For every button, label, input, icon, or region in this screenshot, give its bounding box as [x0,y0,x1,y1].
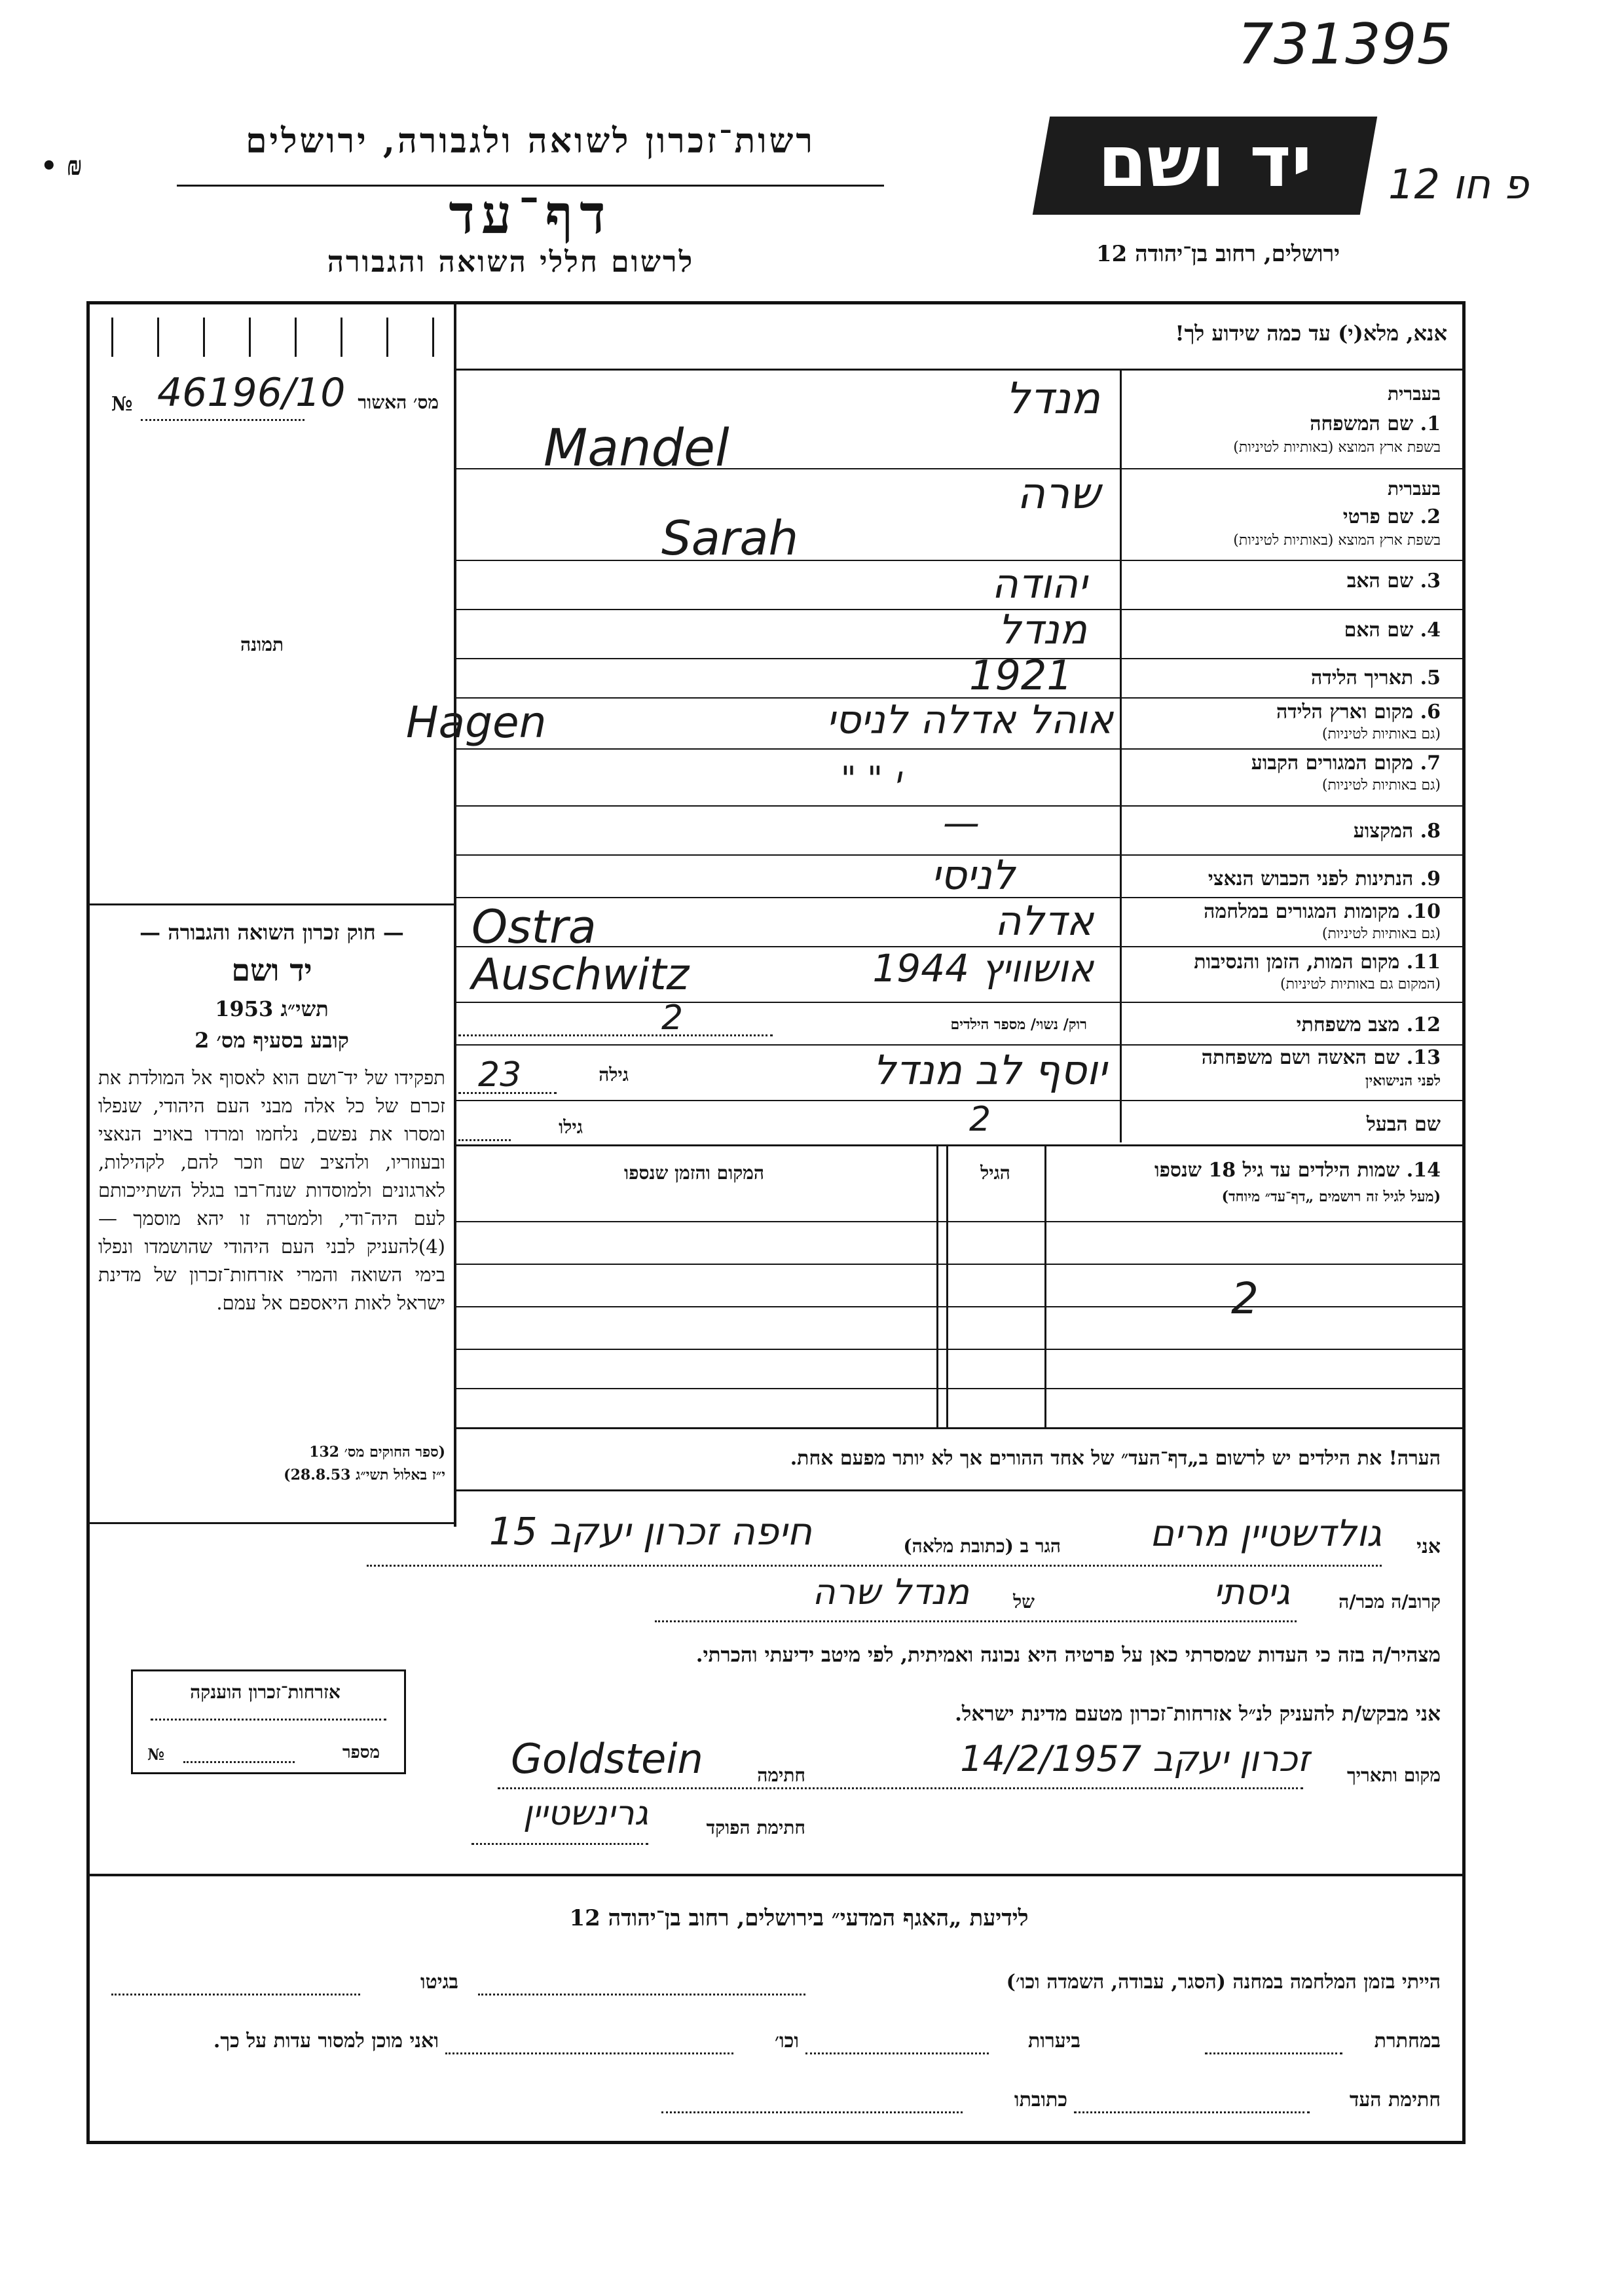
field-13-age-label: גילה [599,1064,629,1085]
law-title: — חוק זכרון השואה והגבורה — [139,920,404,945]
field-5-label: תאריך הלידה [1311,666,1414,689]
page-note: פ חו 12 [1388,160,1529,208]
memorial-label: אזרחות־זכרון הוענקה [190,1681,341,1703]
field-11-hand-lat: Auschwitz [471,949,690,1000]
field-1-tag: בעברית [1387,383,1441,405]
field-12-extra: רוק/ נשוי/ מספר הילדים [950,1016,1087,1033]
field-11-num: 11. [1406,951,1441,974]
field-12-label: מצב משפחתי [1296,1013,1400,1036]
field-3-label: שם האב [1346,570,1414,592]
decl-i-label: אני [1416,1535,1441,1558]
decl-hand-of: מנדל שרה [812,1571,969,1613]
bottom-line2-d: ואני מוכן למסור עדות על כך. [213,2030,439,2052]
approval-value: 46196/10 [157,370,346,416]
bottom-sig-label: חתימת העד [1349,2088,1441,2111]
field-13-hand-he: יוסף לב מנדל [872,1046,1107,1094]
coding-boxes [111,311,439,363]
field-11-hand-he: אושוויץ 1944 [872,946,1094,991]
note: הערה! את הילדים יש לרשום ב„דף־העד״ של אחד ההורים אך לא יותר מפעם אחת. [790,1447,1441,1470]
bottom-line2-a: במחתרת [1374,2030,1441,2052]
field-6-hand-lat: Hagen [406,697,547,748]
field-2-num: 2. [1420,505,1441,528]
decl-request: אני מבקש/ת להעניק לנ״ל אזרחות־זכרון מטעם מדינת ישראל. [955,1702,1441,1726]
law-section: קובע בסעיף מס׳ 2 [194,1028,349,1053]
children-sub: (מעל לגיל זה רושמים „דף־עד״ מיוחד) [1221,1188,1441,1205]
children-num: 14. [1406,1159,1441,1182]
field-1-num: 1. [1420,412,1441,435]
instruction: אנא, מלא(י) עד כמה שידוע לך! [1175,321,1447,346]
field-1-hand-he: מנדל [1005,373,1100,424]
decl-hand-name: גולדשטיין מרים [1149,1512,1382,1555]
bottom-line2-c: וכו׳ [775,2030,799,2052]
decl-of-label: של [1013,1591,1035,1613]
field-7-label: מקום המגורים הקבוע [1251,752,1414,774]
field-12-hand: 2 [661,998,684,1038]
decl-resident-label: הגר ב (כתובת מלאה) [903,1535,1061,1557]
org-name: רשות־זכרון לשואה ולגבורה, ירושלים [246,121,815,161]
field-7-num: 7. [1420,752,1441,774]
bottom-line2-b: ביערות [1027,2030,1080,2052]
decl-officer-label: חתימת הפוקד [706,1817,805,1838]
field-5-hand: 1921 [969,651,1073,699]
photo-box-bottom [88,903,454,905]
hole-mark: • ₪ [41,151,83,181]
approval-no-mark: № [111,393,133,416]
field-9-hand: לניסי [931,851,1015,899]
memorial-no: № [147,1745,165,1764]
label-column-border [1120,370,1122,1142]
field-2-hand-lat: Sarah [661,511,799,566]
field-13-num: 13. [1406,1046,1441,1069]
field-4-hand: מנדל [997,606,1087,653]
children-col-place: המקום והזמן שנספו [624,1162,764,1184]
field-8-hand: — [943,802,980,845]
field-4-num: 4. [1420,619,1441,642]
tearoff-divider [88,1874,1464,1876]
logo-text: יד ושם [1098,121,1312,203]
field-3-hand: יהודה [991,560,1087,608]
law-text: תפקידו של יד־ושם הוא לאסוף אל המולדת את זכרם של כל אלה מבני העם היהודי, שנפלו ומסרו את נפשם, נלחמו ומרדו באויב הנאצי ובעוזריו, ולהציב שם וזכר להם, לקהילות, לארגונים ולמוסדות שנח־רבו בגלל השתייכותם לעם היה־ודי, ולמטרה זו יהא מוסמך — (4)להעניק לבני העם היהודי שהושמדו ונפלו בימי השואה והמרי אזרחות־זכרון של מדינת ישראל לאות היאספם אל עמם. [98,1066,445,1314]
decl-place-date-label: מקום ותאריך [1346,1764,1441,1786]
children-col-border-1 [1044,1146,1046,1427]
children-hand: 2 [1231,1273,1259,1324]
field-6-label: מקום וארץ הלידה [1276,701,1414,723]
field-2-tag: בעברית [1387,478,1441,500]
form-title: דף־עד [449,183,612,246]
decl-hand-signature: Goldstein [511,1735,703,1783]
children-col-age: הגיל [980,1162,1010,1184]
decl-statement: מצהיר/ה בזה כי העדות שמסרתי כאן על פרטיה היא נכונה ואמיתית, לפי מיטב ידיעתי והכרתי. [695,1643,1441,1667]
decl-hand-relation: גיסתי [1213,1571,1290,1613]
decl-signature-label: חתימה [757,1764,805,1786]
field-1-sub: בשפת ארץ המוצא (באותיות לטיניות) [1233,439,1441,456]
field-7-sub: (גם באותיות לטיניות) [1321,777,1441,793]
field-12-num: 12. [1406,1013,1441,1036]
field-10-label: מקומות המגורים במלחמה [1204,900,1400,923]
form-subtitle: לרשום חללי השואה והגבורה [327,246,695,279]
children-label: שמות הילדים עד גיל 18 שנספו [1154,1159,1400,1182]
left-column-border [454,302,456,1527]
bottom-title: לידיעת „האגף המדעי״ בירושלים, רחוב בן־יהודה 12 [569,1905,1029,1931]
field-2-hand-he: שרה [1016,468,1100,519]
law-source-1: (ספר החוקים מס׳ 132 [309,1444,445,1461]
field-5-num: 5. [1420,666,1441,689]
field-11-label: מקום המות, הזמן והנסיבות [1194,951,1400,974]
bottom-addr-label: כתובתו [1014,2088,1067,2111]
field-6-hand-he: אוהל אדלה לניסי [826,697,1113,743]
field-4-label: שם האם [1344,619,1414,642]
field-2-label: שם פרטי [1342,505,1414,528]
archive-number: 731395 [1238,12,1453,77]
field-1-label: שם המשפחה [1310,412,1414,435]
field-1-hand-lat: Mandel [544,419,729,478]
law-years: תשי״ג 1953 [215,996,329,1021]
children-col-border-2 [936,1146,938,1427]
decl-relative-label: קרוב/ה מכר/ה [1338,1591,1441,1613]
field-10-hand-lat: Ostra [471,900,597,954]
field-13-sub: לפני הנישואין [1365,1072,1441,1089]
memorial-number-label: מספר [342,1743,380,1762]
field-7-hand: י " " [840,759,902,799]
decl-hand-place-date: זכרון יעקב 14/2/1957 [960,1738,1310,1779]
field-9-label: הנתינות לפני הכבוש הנאצי [1208,867,1414,890]
husband-age-label: גילו [559,1116,583,1138]
field-9-num: 9. [1420,867,1441,890]
law-name: יד ושם [231,953,312,988]
field-2-sub: בשפת ארץ המוצא (באותיות לטיניות) [1233,532,1441,549]
field-8-label: המקצוע [1353,820,1414,843]
header-address: ירושלים, רחוב בן־יהודה 12 [1096,241,1340,267]
field-10-hand-he: אדלה [994,897,1094,945]
bottom-line1-b: בגיטו [420,1971,458,1994]
field-13-age-hand: 23 [478,1055,522,1095]
field-10-num: 10. [1406,900,1441,923]
field-10-sub: (גם באותיות לטיניות) [1321,926,1441,942]
field-6-sub: (גם באותיות לטיניות) [1321,726,1441,742]
field-6-num: 6. [1420,701,1441,723]
decl-hand-address: חיפה זכרון יעקב 15 [489,1509,812,1554]
law-source-2: י״ז באלול תשי״ג 28.8.53) [284,1467,445,1484]
husband-hand: 2 [969,1100,991,1139]
husband-label: שם הבעל [1366,1113,1441,1136]
approval-label: מס׳ האשור [358,392,439,413]
field-13-label: שם האשה ושם משפחתה [1201,1046,1400,1069]
field-8-num: 8. [1420,820,1441,843]
field-3-num: 3. [1420,570,1441,592]
field-11-sub: (המקום גם באותיות לטיניות) [1280,976,1441,993]
photo-label: תמונה [240,634,284,655]
bottom-line1-a: הייתי בזמן המלחמה במחנה (הסגר, עבודה, השמדה וכו׳) [1006,1971,1441,1994]
decl-hand-officer: גרינשטיין [523,1794,648,1833]
